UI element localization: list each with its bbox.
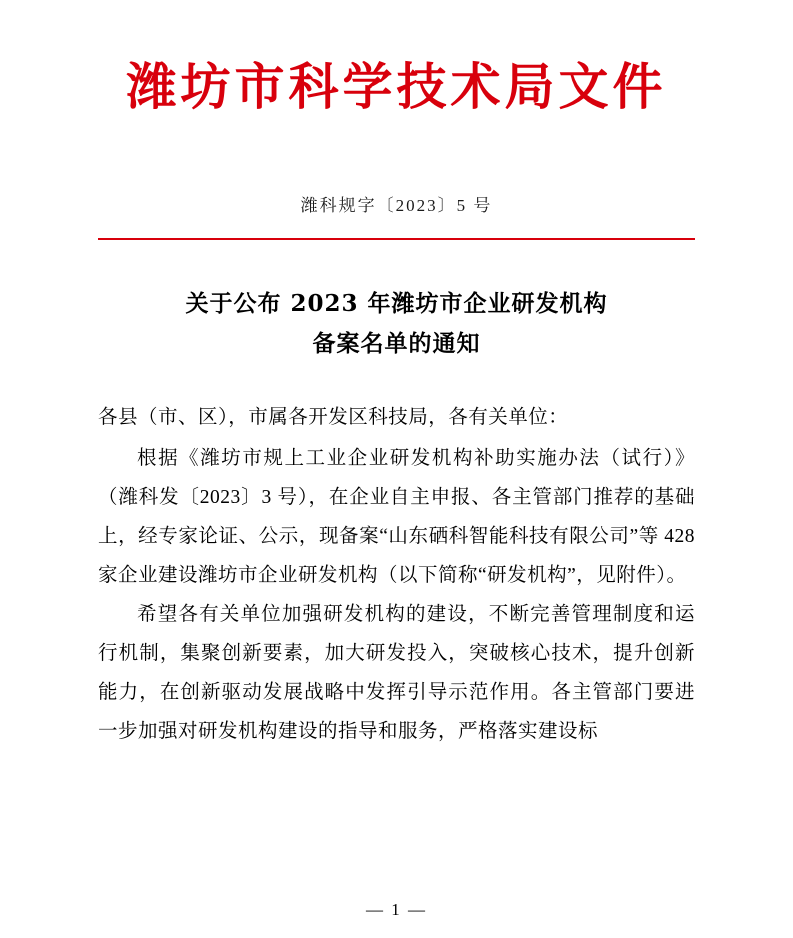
subject-line-2: 备案名单的通知 (312, 329, 481, 357)
subject-line-1: 关于公布 2023 年潍坊市企业研发机构 (185, 289, 608, 317)
document-number: 潍科规字〔2023〕5 号 (300, 195, 493, 215)
page-number-footer: — 1 — (366, 900, 427, 919)
document-subject (98, 284, 695, 365)
salutation-line: 各县（市、区），市属各开发区科技局，各有关单位： (98, 407, 569, 428)
red-divider-line (98, 238, 695, 240)
document-header (98, 56, 695, 119)
issuing-authority-title: 潍坊市科学技术局文件 (126, 57, 667, 116)
body-paragraph-2: 希望各有关单位加强研发机构的建设，不断完善管理制度和运行机制，集聚创新要素，加大研发投入，突破核心技术，提升创新能力，在创新驱动发展战略中发挥引导示范作用。各主管部门要进一步加强对研发机构建设的指导和服务，严格落实建设标 (98, 604, 695, 742)
document-page (0, 56, 793, 938)
document-body (98, 398, 695, 751)
body-paragraph-1: 根据《潍坊市规上工业企业研发机构补助实施办法（试行）》（潍科发〔2023〕3 号），在企业自主申报、各主管部门推荐的基础上，经专家论证、公示，现备案“山东硒科智能科技有限公司”等 428 家企业建设潍坊市企业研发机构（以下简称“研发机构”，见附件）。 (98, 448, 695, 586)
